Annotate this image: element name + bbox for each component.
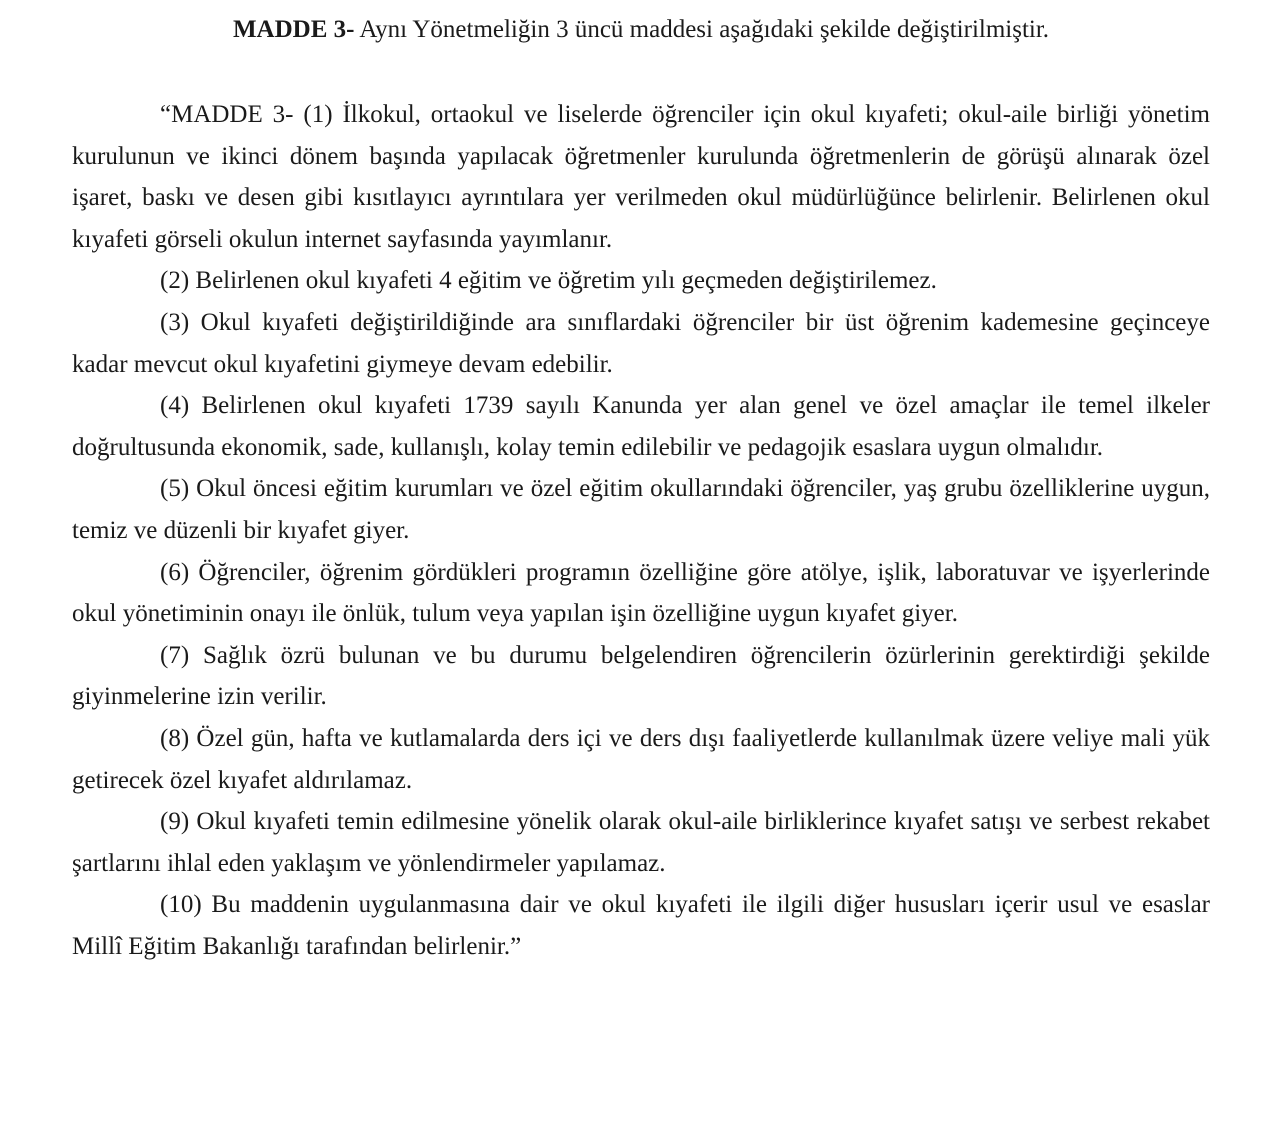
heading-text: Aynı Yönetmeliğin 3 üncü maddesi aşağıdaki şekilde değiştirilmiştir. <box>354 16 1050 43</box>
paragraph-10: (10) Bu maddenin uygulanmasına dair ve okul kıyafeti ile ilgili diğer hususları içerir usul ve esaslar Millî Eğitim Bakanlığı tarafından belirlenir.” <box>72 891 1210 960</box>
paragraph-2: (2) Belirlenen okul kıyafeti 4 eğitim ve öğretim yılı geçmeden değiştirilemez. <box>160 267 937 295</box>
paragraph-9: (9) Okul kıyafeti temin edilmesine yönelik olarak okul-aile birliklerince kıyafet satışı ve serbest rekabet şartlarını ihlal eden yaklaşım ve yönlendirmeler yapılamaz. <box>72 808 1210 877</box>
paragraph-4: (4) Belirlenen okul kıyafeti 1739 sayılı Kanunda yer alan genel ve özel amaçlar ile temel ilkeler doğrultusunda ekonomik, sade, kullanışlı, kolay temin edilebilir ve pedagojik esaslara uygun olmalıdır. <box>72 392 1210 461</box>
paragraph-6: (6) Öğrenciler, öğrenim gördükleri programın özelliğine göre atölye, işlik, laboratuvar ve işyerlerinde okul yönetiminin onayı ile önlük, tulum veya yapılan işin özelliğine uygun kıyafet giyer. <box>72 558 1210 628</box>
document-page <box>72 10 1210 967</box>
heading-article-label: MADDE 3- <box>232 16 355 43</box>
paragraph-1: “MADDE 3- (1) İlkokul, ortaokul ve liselerde öğrenciler için okul kıyafeti; okul-aile birliği yönetim kurulunun ve ikinci dönem başında yapılacak öğretmenler kurulunda öğretmenlerin de görüşü alınarak özel işaret, baskı ve desen gibi kısıtlayıcı ayrıntılara yer verilmeden okul müdürlüğünce belirlenir. Belirlenen okul kıyafeti görseli okulun internet sayfasında yayımlanır. <box>72 101 1210 253</box>
paragraph-7: (7) Sağlık özrü bulunan ve bu durumu belgelendiren öğrencilerin özürlerinin gerektirdiği şekilde giyinmelerine izin verilir. <box>72 641 1210 711</box>
paragraph-5: (5) Okul öncesi eğitim kurumları ve özel eğitim okullarındaki öğrenciler, yaş grubu özelliklerine uygun, temiz ve düzenli bir kıyafet giyer. <box>72 475 1210 544</box>
paragraph-8: (8) Özel gün, hafta ve kutlamalarda ders içi ve ders dışı faaliyetlerde kullanılmak üzere veliye mali yük getirecek özel kıyafet aldırılamaz. <box>72 724 1210 794</box>
paragraph-3: (3) Okul kıyafeti değiştirildiğinde ara sınıflardaki öğrenciler bir üst öğrenim kademesine geçinceye kadar mevcut okul kıyafetini giymeye devam edebilir. <box>72 308 1210 378</box>
document-heading <box>72 10 1210 50</box>
